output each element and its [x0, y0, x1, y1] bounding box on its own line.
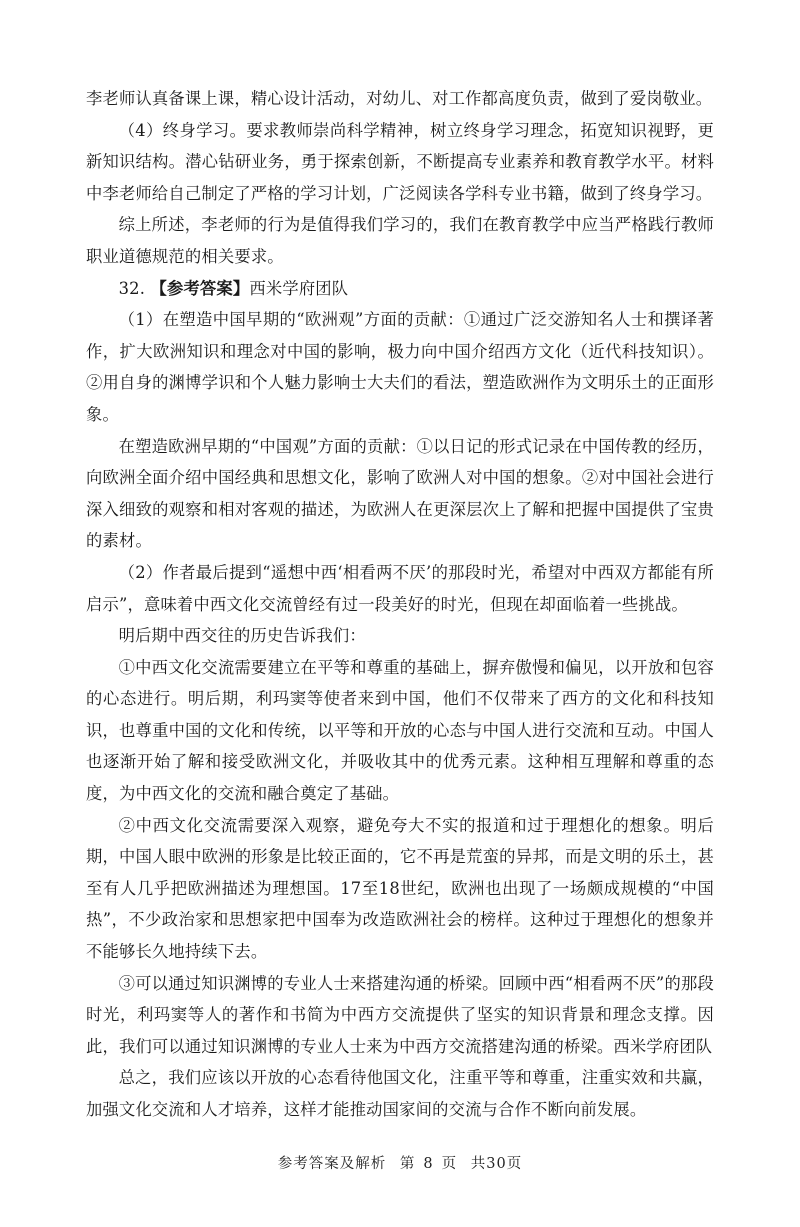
footer-title: 参考答案及解析: [277, 1156, 387, 1172]
paragraph-8: ①中西文化交流需要建立在平等和尊重的基础上，摒弃傲慢和偏见，以开放和包容的心态进行。明后期，利玛窦等使者来到中国，他们不仅带来了西方的文化和科技知识，也尊重中国的文化和传统，以平等和开放的心态与中国人进行交流和互动。中国人也逐渐开始了解和接受欧洲文化，并吸收其中的优秀元素。这种相互理解和尊重的态度，为中西文化的交流和融合奠定了基础。: [86, 657, 714, 804]
footer-page-unit: 页: [441, 1156, 458, 1172]
paragraph-10: ③可以通过知识渊博的专业人士来搭建沟通的桥梁。回顾中西“相看两不厌”的那段时光，利玛窦等人的著作和书简为中西方交流提供了坚实的知识背景和理念支撑。因此，我们可以通过知识渊博的专业人士来为中西方交流搭建沟通的桥梁。西米学府团队: [86, 973, 714, 1056]
answer-label: 【参考答案】: [150, 278, 250, 298]
footer-total: 共30页: [470, 1156, 523, 1172]
document-body: [86, 83, 714, 1126]
answer-label-suffix: 西米学府团队: [249, 278, 349, 298]
question-number: 32.: [118, 278, 146, 298]
paragraph-2: （4）终身学习。要求教师崇尚科学精神，树立终身学习理念，拓宽知识视野，更新知识结构。潜心钻研业务，勇于探索创新，不断提高专业素养和教育教学水平。材料中李老师给自己制定了严格的学习计划，广泛阅读各学科专业书籍，做到了终身学习。: [86, 120, 714, 203]
paragraph-9: ②中西文化交流需要深入观察，避免夸大不实的报道和过于理想化的想象。明后期，中国人眼中欧洲的形象是比较正面的，它不再是荒蛮的异邦，而是文明的乐土，甚至有人几乎把欧洲描述为理想国。17至18世纪，欧洲也出现了一场颇成规模的“中国热”，不少政治家和思想家把中国奉为改造欧洲社会的榜样。这种过于理想化的想象并不能够长久地持续下去。: [86, 815, 714, 962]
footer-page-prefix: 第: [399, 1156, 416, 1172]
paragraph-1: 李老师认真备课上课，精心设计活动，对幼儿、对工作都高度负责，做到了爱岗敬业。: [86, 89, 713, 108]
paragraph-3: 综上所述，李老师的行为是值得我们学习的，我们在教育教学中应当严格践行教师职业道德规范的相关要求。: [86, 215, 714, 266]
question-32-heading: [86, 273, 714, 305]
paragraph-11: 总之，我们应该以开放的心态看待他国文化，注重平等和尊重，注重实效和共赢，加强文化交流和人才培养，这样才能推动国家间的交流与合作不断向前发展。: [86, 1068, 714, 1119]
paragraph-4: （1）在塑造中国早期的“欧洲观”方面的贡献：①通过广泛交游知名人士和撰译著作，扩大欧洲知识和理念对中国的影响，极力向中国介绍西方文化（近代科技知识）。②用自身的渊博学识和个人魅力影响士大夫们的看法，塑造欧洲作为文明乐土的正面形象。: [86, 310, 714, 424]
paragraph-5: 在塑造欧洲早期的“中国观”方面的贡献：①以日记的形式记录在中国传教的经历，向欧洲全面介绍中国经典和思想文化，影响了欧洲人对中国的想象。②对中国社会进行深入细致的观察和相对客观的描述，为欧洲人在更深层次上了解和把握中国提供了宝贵的素材。: [86, 436, 714, 551]
footer-page-number: 8: [423, 1156, 434, 1172]
paragraph-6: （2）作者最后提到“遥想中西‘相看两不厌’的那段时光，希望对中西双方都能有所启示”，意味着中西文化交流曾经有过一段美好的时光，但现在却面临着一些挑战。: [86, 562, 714, 614]
page-footer: [0, 1152, 800, 1173]
paragraph-7: 明后期中西交往的历史告诉我们：: [118, 626, 366, 646]
